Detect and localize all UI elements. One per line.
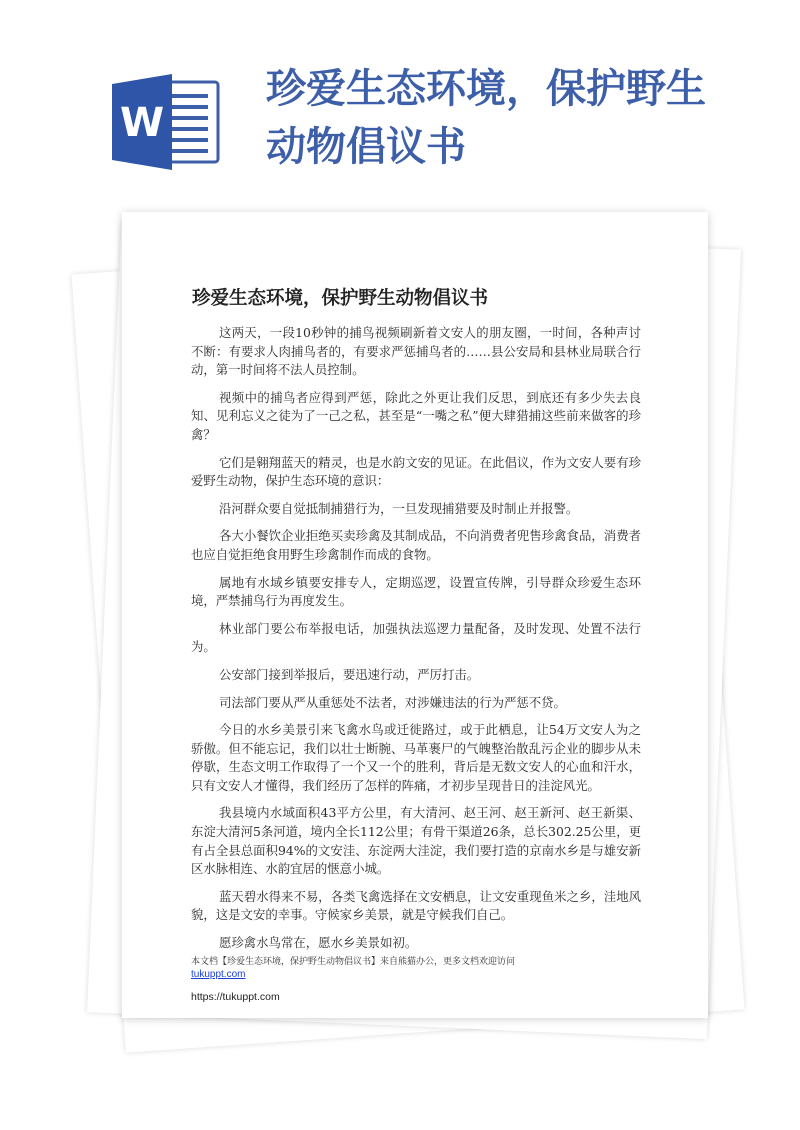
document-footer [191,956,661,1003]
footer-note: 本文档【珍爱生态环境，保护野生动物倡议书】来自熊猫办公，更多文档欢迎访问 [191,957,516,967]
paragraph: 各大小餐饮企业拒绝买卖珍禽及其制成品，不向消费者兜售珍禽食品，消费者也应自觉拒绝食用野生珍禽制作而成的食物。 [191,528,641,562]
paragraph: 蓝天碧水得来不易，各类飞禽选择在文安栖息，让文安重现鱼米之乡，洼地风貌，这是文安的幸事。守候家乡美景，就是守候我们自己。 [191,888,641,923]
paragraph: 视频中的捕鸟者应得到严惩，除此之外更让我们反思，到底还有多少失去良知、见利忘义之徒为了一己之私，甚至是“一嘴之私”便大肆猎捕这些前来做客的珍禽？ [191,389,641,442]
header [0,0,800,210]
footer-site-link[interactable]: tukuppt.com [191,969,246,980]
paragraph: 今日的水乡美景引来飞禽水鸟或迁徙路过，或于此栖息，让54万文安人为之骄傲。但不能忘记，我们以壮士断腕、马革裹尸的气魄整治散乱污企业的脚步从未停歇，生态文明工作取得了一个又一个的胜利，背后是无数文安人的心血和汗水，只有文安人才懂得，我们经历了怎样的阵痛，才初步呈现昔日的洼淀风光。 [191,722,641,793]
paragraph: 愿珍禽水鸟常在，愿水乡美景如初。 [219,935,418,951]
paragraph: 这两天，一段10秒钟的捕鸟视频刷新着文安人的朋友圈，一时间，各种声讨不断：有要求人肉捕鸟者的，有要求严惩捕鸟者的……县公安局和县林业局联合行动，第一时间将不法人员控制。 [191,325,641,378]
document-body [191,324,641,962]
paragraph: 公安部门接到举报后，要迅速行动，严厉打击。 [219,666,480,682]
paragraph: 属地有水域乡镇要安排专人，定期巡逻，设置宣传牌，引导群众珍爱生态环境，严禁捕鸟行为再度发生。 [191,574,641,609]
paragraph: 司法部门要从严从重惩处不法者，对涉嫌违法的行为严惩不贷。 [219,694,566,710]
page-title: 珍爱生态环境，保护野生动物倡议书 [266,66,706,170]
footer-url[interactable]: https://tukuppt.com [191,991,280,1003]
paragraph: 它们是翱翔蓝天的精灵，也是水韵文安的见证。在此倡议，作为文安人要有珍爱野生动物，保护生态环境的意识： [191,454,641,489]
word-icon-letter: W [119,100,165,146]
paragraph: 林业部门要公布举报电话，加强执法巡逻力量配备，及时发现、处置不法行为。 [191,620,641,655]
document-page [122,212,708,1018]
word-doc-icon [112,74,222,170]
paragraph: 沿河群众要自觉抵制捕猎行为，一旦发现捕猎要及时制止并报警。 [219,500,579,516]
paragraph: 我县境内水域面积43平方公里，有大清河、赵王河、赵王新河、赵王新渠、东淀大清河5条河道，境内全长112公里；有骨干渠道26条，总长302.25公里，更有占全县总面积94%的文安洼、东淀两大洼淀，我们要打造的京南水乡是与雄安新区水脉相连、水韵宜居的惬意小城。 [191,805,641,877]
document-title: 珍爱生态环境，保护野生动物倡议书 [192,288,489,309]
